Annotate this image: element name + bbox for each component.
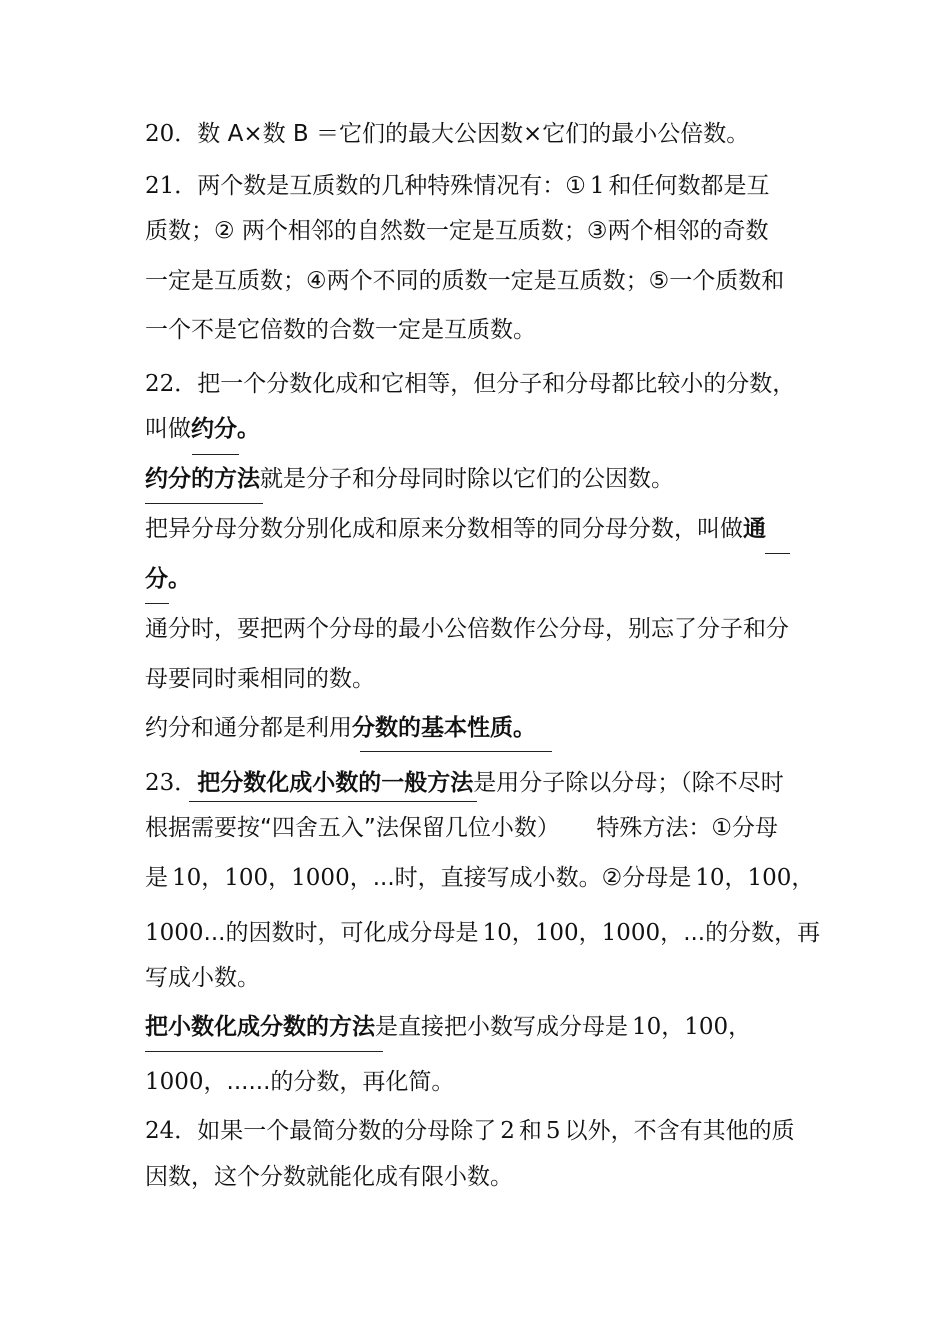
term-decimal-to-fraction: 把小数化成分数的方法: [145, 1014, 375, 1040]
number-text: 10，100，: [695, 865, 815, 891]
tongfen-line-1: [145, 513, 766, 545]
term-underline: [192, 454, 239, 455]
term-fraction-to-decimal: 把分数化成小数的一般方法: [197, 770, 474, 796]
number-text: 2: [500, 1118, 515, 1144]
term-underline: [765, 553, 790, 554]
paragraph-text: 两个数是互质数的几种特殊情况有：①: [197, 173, 586, 199]
paragraph-23-line-5: 写成小数。: [145, 965, 260, 991]
paragraph-22-line-2: [145, 413, 260, 445]
number-text: 10，100，1000，: [172, 865, 373, 891]
paragraph-text: 约分和通分都是利用: [145, 715, 352, 741]
punctuation: 。: [513, 715, 536, 741]
paragraph-21-line-4: 一个不是它倍数的合数一定是互质数。: [145, 317, 536, 343]
paragraph-23-line-1: [145, 767, 784, 799]
number-text: 1000: [145, 920, 204, 946]
paragraph-22-line-1: [145, 368, 795, 400]
term-yuefen: 约分: [191, 416, 237, 442]
paragraph-text: 是: [145, 865, 168, 891]
paragraph-text: 把异分母分数分别化成和原来分数相等的同分母分数，叫做: [145, 516, 743, 542]
term-tong: 通: [743, 516, 766, 542]
paragraph-21-line-2: 质数；② 两个相邻的自然数一定是互质数；③两个相邻的奇数: [145, 218, 769, 244]
paragraph-24-line-1: [145, 1115, 795, 1147]
item-number: 23．: [145, 770, 198, 796]
paragraph-text: ......的分数，再化简。: [226, 1069, 455, 1095]
paragraph-text: 就是分子和分母同时除以它们的公因数。: [260, 466, 674, 492]
paragraph-text: ...时，直接写成小数。②分母是: [372, 865, 692, 891]
term-underline: [189, 801, 477, 802]
paragraph-text: ...的分数，再: [683, 920, 821, 946]
paragraph-text: 和任何数都是互: [608, 173, 770, 199]
method-term: 约分的方法: [145, 466, 260, 492]
term-underline: [360, 751, 552, 752]
both-line: [145, 712, 536, 744]
punctuation: 。: [237, 416, 260, 442]
paragraph-text: 把一个分数化成和它相等，但分子和分母都比较小的分数，: [197, 371, 796, 397]
item-number: 20．: [145, 121, 198, 147]
term-fen: 分: [145, 566, 168, 592]
term-underline: [145, 603, 169, 604]
number-text: 1000，: [145, 1069, 227, 1095]
term-underline: [145, 503, 263, 504]
item-number: 24．: [145, 1118, 198, 1144]
decimal-method-line-2: [145, 1066, 454, 1098]
paragraph-23-line-4: [145, 917, 820, 949]
paragraph-text: 叫做: [145, 416, 191, 442]
number-text: 5: [545, 1118, 561, 1144]
paragraph-23-line-2: 根据需要按“四舍五入”法保留几位小数） 特殊方法：①分母: [145, 815, 779, 841]
paragraph-20: [145, 118, 749, 150]
term-underline: [145, 1051, 383, 1052]
decimal-method-line-1: [145, 1011, 751, 1043]
tongfen-note-line-1: 通分时，要把两个分母的最小公倍数作公分母，别忘了分子和分: [145, 616, 789, 642]
paragraph-text: 如果一个最简分数的分母除了: [197, 1118, 497, 1144]
method-line: [145, 463, 674, 495]
paragraph-text: 是用分子除以分母；（除不尽时: [473, 770, 784, 796]
paragraph-text: 以外，不含有其他的质: [564, 1118, 795, 1144]
term-basic-property: 分数的基本性质: [352, 715, 513, 741]
paragraph-21-line-1: [145, 170, 770, 202]
paragraph-text: 和: [518, 1118, 542, 1144]
paragraph-21-line-3: 一定是互质数；④两个不同的质数一定是互质数；⑤一个质数和: [145, 268, 785, 294]
tongfen-line-2: [145, 563, 191, 595]
item-number: 21．: [145, 173, 198, 199]
paragraph-23-line-3: [145, 862, 814, 894]
paragraph-text: 是直接把小数写成分母是: [375, 1014, 628, 1040]
punctuation: 。: [168, 566, 191, 592]
item-number: 22．: [145, 371, 198, 397]
number-text: 1: [589, 173, 605, 199]
paragraph-text: ...的因数时，可化成分母是: [203, 920, 479, 946]
paragraph-24-line-2: 因数，这个分数就能化成有限小数。: [145, 1164, 513, 1190]
tongfen-note-line-2: 母要同时乘相同的数。: [145, 666, 375, 692]
paragraph-text: 数 A×数 B ＝它们的最大公因数×它们的最小公倍数。: [197, 121, 750, 147]
number-text: 10，100，1000，: [482, 920, 684, 946]
number-text: 10，100，: [632, 1014, 752, 1040]
